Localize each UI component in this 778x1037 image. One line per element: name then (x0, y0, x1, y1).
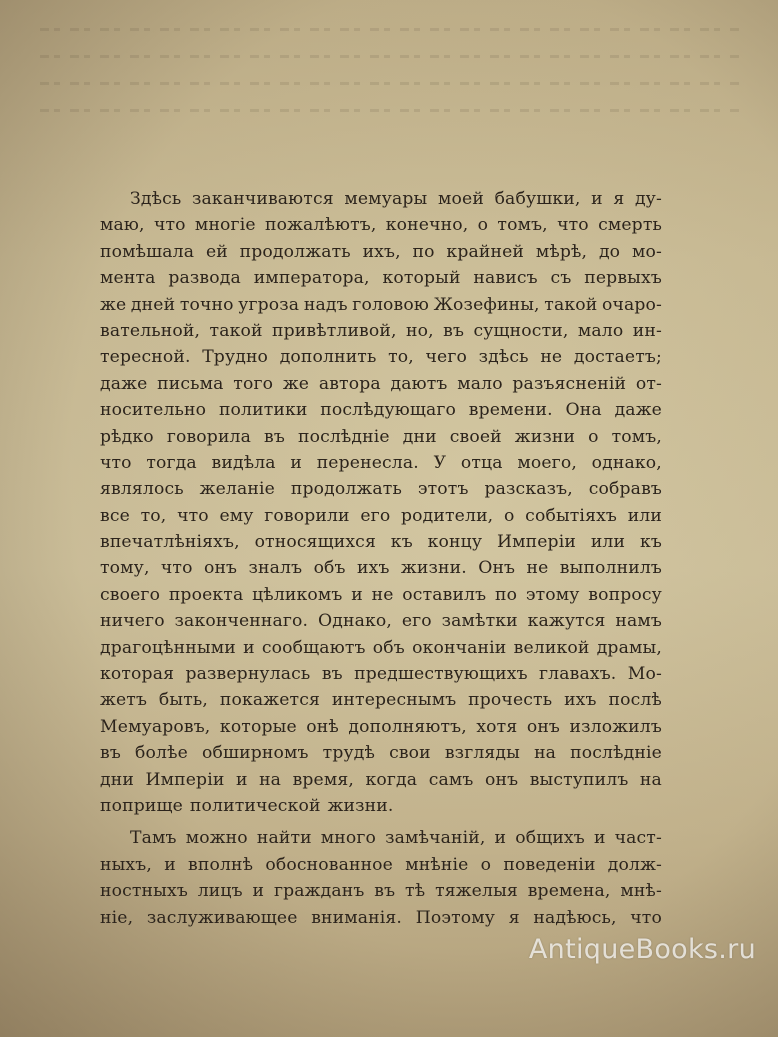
text-line: Тамъ можно найти много замѣчаній, и общихъ и част- (130, 828, 662, 849)
paragraph-2 (100, 825, 662, 931)
text-line: рѣдко говорила въ послѣдніе дни своей жизни о томъ, (100, 426, 662, 447)
text-line: впечатлѣніяхъ, относящихся къ концу Имперіи или къ (100, 532, 662, 553)
paragraph-1 (100, 186, 662, 819)
text-line: даже письма того же автора даютъ мало разъясненій от- (100, 373, 662, 394)
text-line: маю, что многіе пожалѣютъ, конечно, о томъ, что смерть (100, 215, 662, 236)
text-line: что тогда видѣла и перенесла. У отца моего, однако, (100, 452, 662, 473)
page-text (100, 186, 662, 931)
text-line: ніе, заслуживающее вниманія. Поэтому я надѣюсь, что (100, 907, 662, 928)
text-line: мента развода императора, который нависъ съ первыхъ (100, 268, 662, 289)
text-line: своего проекта цѣликомъ и не оставилъ по этому вопросу (100, 584, 662, 605)
text-line: являлось желаніе продолжать этотъ разсказъ, собравъ (100, 479, 662, 500)
text-line: дни Имперіи и на время, когда самъ онъ выступилъ на (100, 769, 662, 790)
text-line: все то, что ему говорили его родители, о событіяхъ или (100, 505, 662, 526)
text-line: тому, что онъ зналъ объ ихъ жизни. Онъ не выполнилъ (100, 558, 662, 579)
text-line: въ болѣе обширномъ трудѣ свои взгляды на послѣдніе (100, 743, 662, 764)
text-line: ныхъ, и вполнѣ обоснованное мнѣніе о поведеніи долж- (100, 854, 662, 875)
watermark: AntiqueBooks.ru (528, 934, 756, 965)
text-line: тересной. Трудно дополнить то, чего здѣсь не достаетъ; (100, 347, 662, 368)
text-line: поприще политической жизни. (100, 795, 394, 816)
text-line: жетъ быть, покажется интереснымъ прочесть ихъ послѣ (100, 690, 662, 711)
text-line: которая развернулась въ предшествующихъ главахъ. Мо- (100, 664, 662, 685)
text-line: же дней точно угроза надъ головою Жозефины, такой очаро- (100, 294, 662, 315)
text-line: носительно политики послѣдующаго времени. Она даже (100, 400, 662, 421)
text-line: помѣшала ей продолжать ихъ, по крайней мѣрѣ, до мо- (100, 241, 662, 262)
text-line: Мемуаровъ, которые онѣ дополняютъ, хотя онъ изложилъ (100, 716, 662, 737)
show-through-text (40, 28, 740, 148)
text-line: вательной, такой привѣтливой, но, въ сущности, мало ин- (100, 320, 662, 341)
text-line: ничего законченнаго. Однако, его замѣтки кажутся намъ (100, 611, 662, 632)
text-line: ностныхъ лицъ и гражданъ въ тѣ тяжелыя времена, мнѣ- (100, 881, 662, 902)
text-line: Здѣсь заканчиваются мемуары моей бабушки, и я ду- (130, 189, 662, 209)
text-line: драгоцѣнными и сообщаютъ объ окончаніи великой драмы, (100, 637, 662, 658)
